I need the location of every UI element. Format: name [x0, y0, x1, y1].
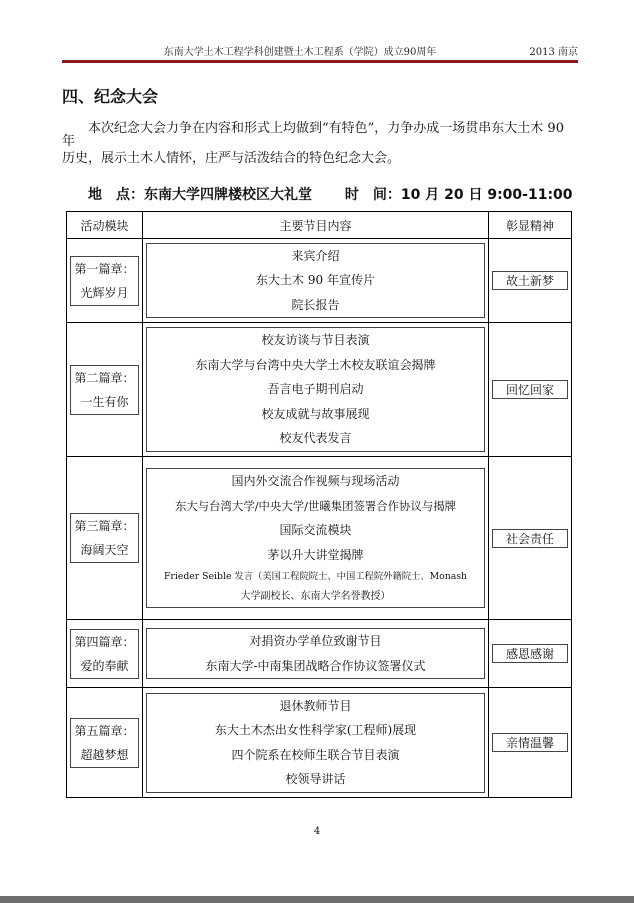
spirit-text: 社会责任: [505, 531, 554, 546]
venue-time: 时 间：10 月 20 日 9:00-11:00: [344, 187, 573, 203]
module-chapter: 第二篇章：: [74, 370, 135, 385]
program-item: 国内外交流合作视频与现场活动: [231, 474, 400, 488]
intro-paragraph-line2: 历史，展示土木人情怀，庄严与活泼结合的特色纪念大会。: [62, 151, 401, 166]
page-header: [62, 40, 578, 60]
spirit-cell: [489, 323, 572, 457]
module-cell: [67, 620, 143, 688]
schedule-table: [66, 211, 572, 798]
footer-rule: [0, 896, 634, 903]
spirit-text: 回忆回家: [505, 383, 554, 397]
program-item: 退休教师节目: [279, 698, 352, 713]
program-item: 茅以升大讲堂揭牌: [267, 547, 364, 562]
program-item: 吾言电子期刊启动: [267, 382, 364, 397]
program-item: 校领导讲话: [285, 772, 346, 786]
program-item: 校友成就与故事展现: [261, 406, 370, 421]
program-item: 校友访谈与节目表演: [261, 333, 370, 348]
program-item: 东大土木 90 年宣传片: [256, 273, 375, 288]
module-chapter: 第四篇章：: [74, 634, 135, 649]
table-row: [67, 620, 572, 688]
program-item: 大学副校长、东南大学名誉教授）: [240, 591, 391, 602]
content-cell: [143, 457, 489, 620]
program-item: 东南大学与台湾中央大学土木校友联谊会揭牌: [195, 357, 436, 372]
module-chapter: 第三篇章：: [74, 519, 135, 533]
program-item: 对捐资办学单位致谢节目: [249, 634, 382, 648]
content-cell: [143, 323, 489, 457]
module-title: 海阔天空: [80, 543, 129, 557]
module-cell: [67, 688, 143, 798]
content-cell: [143, 620, 489, 688]
program-item: Frieder Seible 发言（美国工程院院士、中国工程院外籍院士、Monash: [163, 571, 468, 582]
module-title: 光辉岁月: [80, 285, 129, 300]
table-header-row: [67, 212, 572, 239]
program-item: 国际交流模块: [279, 523, 352, 537]
header-module: 活动模块: [67, 212, 143, 239]
module-chapter: 第一篇章：: [74, 261, 135, 276]
program-item: 四个院系在校师生联合节目表演: [231, 747, 400, 762]
spirit-cell: [489, 457, 572, 620]
module-cell: [67, 239, 143, 323]
spirit-cell: [489, 688, 572, 798]
table-row: [67, 239, 572, 323]
spirit-cell: [489, 239, 572, 323]
page-number: 4: [313, 826, 321, 837]
module-cell: [67, 323, 143, 457]
spirit-text: 感恩感谢: [505, 647, 554, 661]
table-row: [67, 457, 572, 620]
header-spirit: 彰显精神: [489, 212, 572, 239]
spirit-cell: [489, 620, 572, 688]
header-rule: [62, 60, 578, 63]
program-item: 校友代表发言: [279, 431, 352, 446]
program-item: 东南大学-中南集团战略合作协议签署仪式: [205, 658, 426, 673]
module-title: 超越梦想: [80, 747, 129, 762]
venue-location: 地 点：东南大学四牌楼校区大礼堂: [88, 187, 312, 203]
spirit-text: 故土新梦: [505, 274, 554, 288]
table-row: [67, 688, 572, 798]
header-title: 东南大学土木工程学科创建暨土木工程系（学院）成立90周年: [163, 47, 437, 58]
header-year-city: 2013 南京: [529, 47, 578, 58]
spirit-text: 亲情温馨: [505, 736, 554, 750]
module-cell: [67, 457, 143, 620]
content-cell: [143, 688, 489, 798]
header-content: 主要节目内容: [143, 212, 489, 239]
module-title: 一生有你: [80, 394, 129, 409]
table-row: [67, 323, 572, 457]
section-title: 四、纪念大会: [62, 87, 159, 106]
module-title: 爱的奉献: [80, 658, 129, 673]
program-item: 来宾介绍: [291, 248, 340, 263]
program-item: 东大与台湾大学/中央大学/世曦集团签署合作协议与揭牌: [174, 498, 457, 513]
content-cell: [143, 239, 489, 323]
intro-paragraph-line1: 本次纪念大会力争在内容和形式上均做到“有特色”，力争办成一场贯串东大土木 90 年: [62, 121, 564, 149]
program-item: 院长报告: [291, 297, 340, 312]
module-chapter: 第五篇章：: [74, 723, 135, 738]
venue-line: [88, 184, 573, 204]
program-item: 东大土木杰出女性科学家(工程师)展现: [214, 723, 417, 737]
